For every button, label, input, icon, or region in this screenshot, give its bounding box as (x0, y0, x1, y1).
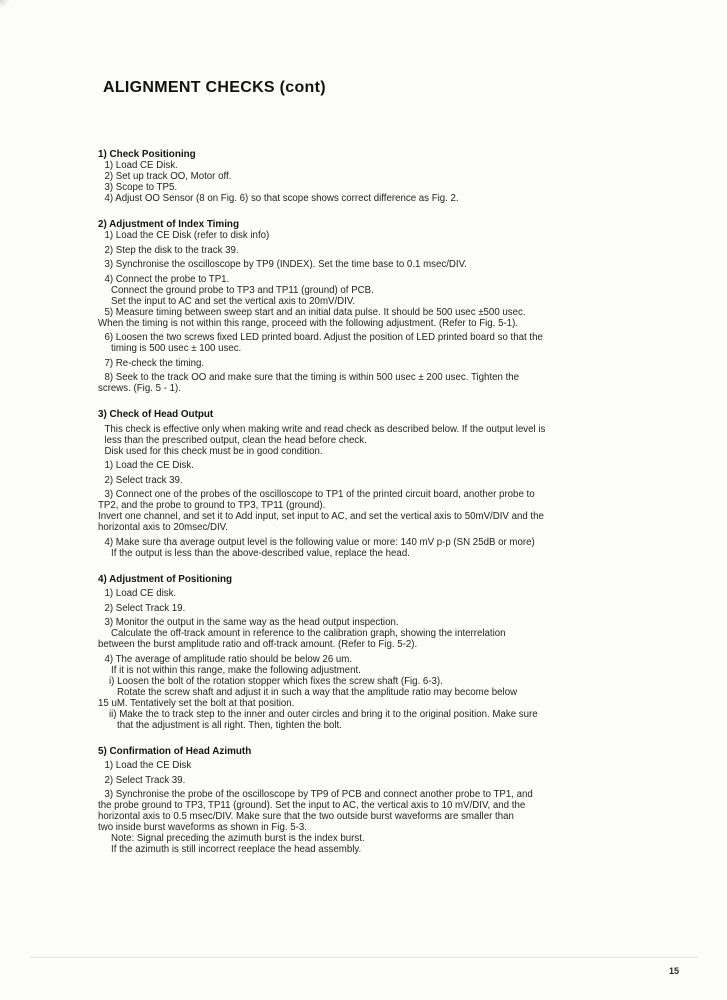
doc-line: Set the input to AC and set the vertical axis to 20mV/DIV. (111, 295, 356, 307)
doc-line: between the burst amplitude ratio and off-track amount. (Refer to Fig. 5-2). (98, 639, 418, 650)
doc-line: Connect the ground probe to TP3 and TP11 (ground) of PCB. (111, 284, 374, 296)
doc-line: two inside burst waveforms as shown in Fig. 5-3. (98, 822, 307, 833)
doc-line: 2) Select Track 19. (104, 602, 186, 614)
page-title: ALIGNMENT CHECKS (cont) (103, 79, 326, 96)
doc-line: 1) Load the CE Disk (refer to disk info) (104, 230, 270, 241)
doc-line: 8) Seek to the track OO and make sure that the timing is within 500 usec ± 200 usec. Tighten the (104, 372, 520, 383)
doc-line: horizontal axis to 0.5 msec/DIV. Make sure that the two outside burst waveforms are smaller than (98, 811, 514, 822)
doc-line: 1) Load CE Disk. (104, 160, 178, 171)
footer-rule (30, 957, 698, 958)
doc-line: 3) Synchronise the oscilloscope by TP9 (INDEX). Set the time base to 0.1 msec/DIV. (104, 259, 467, 270)
doc-line: 6) Loosen the two screws fixed LED printed board. Adjust the position of LED printed board so that the (104, 332, 543, 343)
doc-line: When the timing is not within this range, proceed with the following adjustment. (Refer to Fig. 5-1). (98, 317, 518, 329)
section-heading: 1) Check Positioning (98, 149, 196, 160)
doc-line: i) Loosen the bolt of the rotation stopper which fixes the screw shaft (Fig. 6-3). (109, 675, 443, 687)
doc-line: 15 uM. Tentatively set the bolt at that position. (98, 697, 295, 709)
doc-line: Rotate the screw shaft and adjust it in such a way that the amplitude ratio may become below (117, 686, 518, 698)
section-heading: 5) Confirmation of Head Azimuth (98, 745, 252, 757)
doc-line: 5) Measure timing between sweep start and an initial data pulse. It should be 500 usec ±500 usec. (104, 306, 526, 318)
doc-line: 2) Step the disk to the track 39. (104, 244, 239, 256)
doc-line: 2) Select track 39. (104, 474, 183, 486)
section (98, 219, 673, 394)
doc-line: If the output is less than the above-described value, replace the head. (111, 547, 410, 559)
section (98, 409, 673, 559)
doc-line: Invert one channel, and set it to Add input, set input to AC, and set the vertical axis to 50mV/DIV and the (98, 511, 544, 522)
section (98, 149, 673, 204)
section-heading: 2) Adjustment of Index Timing (98, 219, 239, 230)
section (98, 574, 673, 731)
doc-line: timing is 500 usec ± 100 usec. (111, 343, 242, 354)
doc-line: 4) The average of amplitude ratio should be below 26 um. (104, 653, 353, 665)
scan-corner-smudge (0, 0, 10, 8)
doc-line: 3) Connect one of the probes of the oscilloscope to TP1 of the printed circuit board, another probe to (104, 489, 535, 500)
doc-line: 2) Set up track OO, Motor off. (104, 171, 232, 182)
doc-line: 3) Scope to TP5. (104, 182, 178, 193)
doc-line: If the azimuth is still incorrect reeplace the head assembly. (111, 844, 362, 855)
doc-line: 1) Load the CE Disk. (104, 460, 194, 471)
doc-line: that the adjustment is all right. Then, tighten the bolt. (117, 719, 342, 731)
doc-line: ii) Make the to track step to the inner and outer circles and bring it to the original position. Make sure (109, 708, 538, 720)
doc-line: 2) Select Track 39. (104, 774, 186, 786)
section-heading: 3) Check of Head Output (98, 409, 214, 420)
page-number: 15 (669, 966, 680, 976)
doc-line: 3) Synchronise the probe of the oscilloscope by TP9 of PCB and connect another probe to TP1, and (104, 789, 533, 800)
document-body (98, 149, 673, 855)
doc-line: Disk used for this check must be in good condition. (104, 445, 323, 457)
doc-line: 4) Adjust OO Sensor (8 on Fig. 6) so that scope shows correct difference as Fig. 2. (104, 193, 459, 204)
doc-line: horizontal axis to 20msec/DIV. (98, 522, 228, 533)
section (98, 746, 673, 856)
doc-line: 4) Make sure tha average output level is the following value or more: 140 mV p-p (SN 25dB or more) (104, 536, 535, 548)
doc-line: Calculate the off-track amount in reference to the calibration graph, showing the interrelation (111, 628, 506, 639)
doc-line: the probe ground to TP3, TP11 (ground). Set the input to AC, the vertical axis to 10 mV/DIV, and the (98, 800, 526, 811)
doc-line: 1) Load CE disk. (104, 588, 177, 599)
doc-line: less than the prescribed output, clean the head before check. (104, 434, 367, 446)
doc-line: 4) Connect the probe to TP1. (104, 273, 230, 285)
doc-line: TP2, and the probe to ground to TP3, TP11 (ground). (98, 500, 326, 511)
doc-line: screws. (Fig. 5 - 1). (98, 383, 181, 394)
doc-line: 1) Load the CE Disk (104, 760, 192, 771)
doc-line: 7) Re-check the timing. (104, 357, 205, 369)
doc-line: If it is not within this range, make the following adjustment. (111, 664, 361, 676)
doc-line: 3) Monitor the output in the same way as the head output inspection. (104, 617, 399, 628)
doc-line: Note: Signal preceding the azimuth burst is the index burst. (111, 833, 365, 844)
section-heading: 4) Adjustment of Positioning (98, 573, 233, 585)
doc-line: This check is effective only when making write and read check as described below. If the output level is (104, 423, 546, 435)
